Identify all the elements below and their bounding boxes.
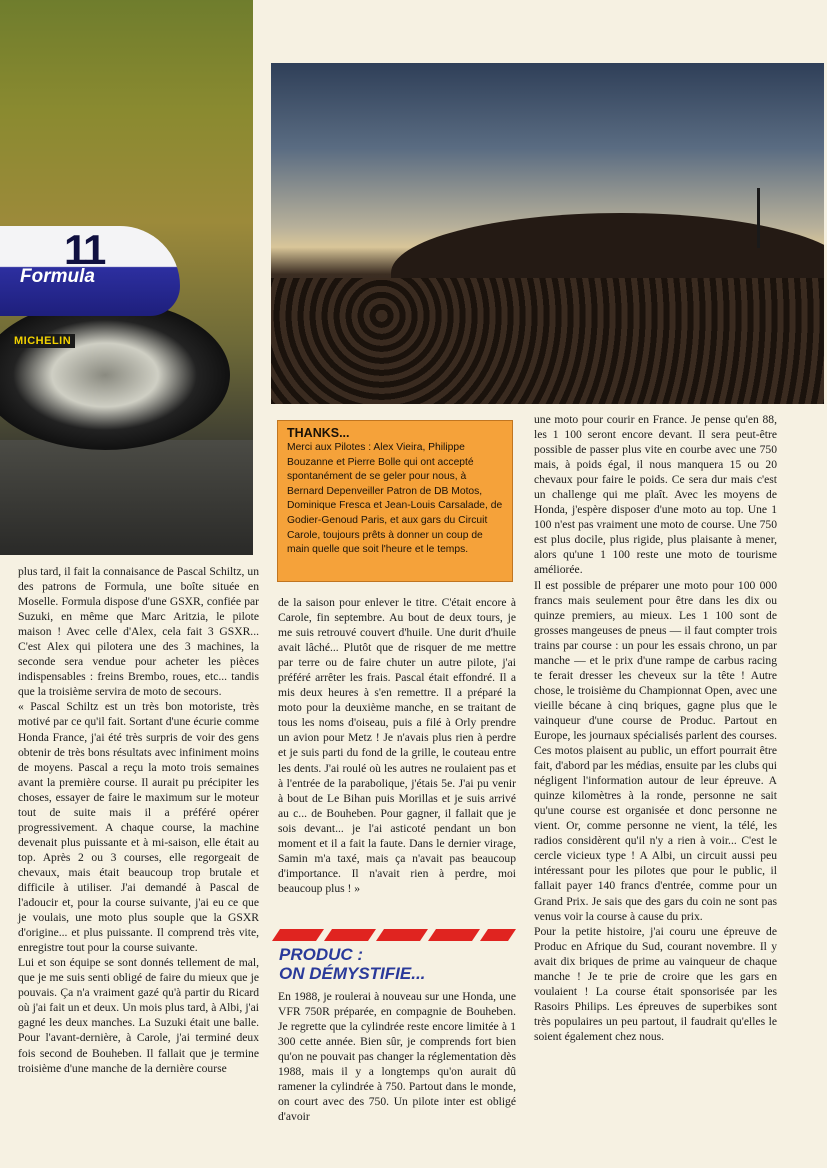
photo-motorcycle <box>0 0 253 555</box>
bike-brand-logo: Formula <box>20 266 95 287</box>
article-column-3 <box>534 412 777 1044</box>
tyre-brand-logo: MICHELIN <box>10 334 75 348</box>
stripe <box>428 929 480 941</box>
stripe <box>376 929 428 941</box>
paragraph: En 1988, je roulerai à nouveau sur une Honda, une VFR 750R préparée, en compagnie de Bouheben. Je regrette que la cylindrée reste encore limitée à 1 300 cette année. Bien sûr, je comprends fort bien qu'on ne pouvait pas changer la réglementation dès 1988, mais il y a longtemps qu'on aurait dû ramener la cylindrée à 750. Partout dans le monde, on court avec des 750. Un pilote inter est obligé d'avoir <box>278 990 516 1124</box>
light-pole <box>757 188 760 248</box>
section-heading-line2: ON DÉMYSTIFIE... <box>279 964 426 983</box>
article-column-1 <box>18 564 259 1076</box>
stripe <box>272 929 324 941</box>
photo-podium-crowd <box>271 63 824 404</box>
paragraph: « Pascal Schiltz est un très bon motoriste, très motivé par ce qu'il fait. Sortant d'une écurie comme Honda France, j'ai été très surpris de voir des gens obtenir de très bons résultats avec infiniment moins de moyens. Pascal a reçu la moto trois semaines avant la première course. Il aurait pu précipiter les choses, essayer de faire le maximum sur le moteur tout de suite mais il a préféré opérer progressivement. A chaque course, la machine devenait plus puissante et à mi-saison, elle était au top. Après 2 ou 3 courses, elle regorgeait de chevaux, mais était beaucoup trop brutale et difficile à utiliser. J'ai demandé à Pascal de l'adoucir et, pour la course suivante, j'ai eu ce que je voulais, une moto plus souple que la GSXR d'origine... et plus puissante. Il comprend très vite, enregistre tout pour la course suivante. <box>18 700 259 955</box>
paragraph: une moto pour courir en France. Je pense qu'en 88, les 1 100 seront encore devant. Il sera peut-être possible de passer plus vite en courbe avec une 750 mais, à poids égal, il nous manquera 15 ou 20 chevaux pour faire le poids. Ce sera dur mais c'est un challenge qui me plaît. Avec les moyens de Honda, j'espère disposer d'une moto au top. Une 1 100 n'est pas vraiment une moto de course. Une 750 est plus docile, plus rigide, plus plaisante à mener, alors qu'une 1 100 reste une moto de tourisme améliorée. <box>534 413 777 577</box>
article-column-2 <box>278 595 516 896</box>
section-heading-line1: PRODUC : <box>279 945 364 964</box>
paragraph: plus tard, il fait la connaisance de Pascal Schiltz, un des patrons de Formula, une boîte située en Moselle. Formula dispose d'une GSXR, confiée par Suzuki, en même que Marc Aritzia, le pilote maison ! Avec celle d'Alex, cela fait 3 GSXR... C'est Alex qui pilotera une des 3 machines, la seconde sera vendue pour acheter les pièces indispensables : freins Brembo, roues, etc... tandis que la troisième servira de moto de secours. <box>18 565 259 699</box>
paragraph: Il est possible de préparer une moto pour 100 000 francs mais seulement pour être dans les dix ou quinze premiers, au mieux. Les 1 100 sont de grosses mangeuses de pneus — il faut compter trois trains par course : un pour les essais chrono, un par manche — et le prix d'une rampe de carbus racing te ferait dresser les cheveux sur la tête ! Autre chose, le troisième du Championnat Open, avec une vieille bécane à cinq briques, gagne plus que le vainqueur d'une course de Produc. Partout en Europe, les journaux spécialisés parlent des courses. Ces motos plaisent au public, un effort pourrait être fait, d'abord par les médias, ensuite par les clubs qui négligent l'information autour de leur épreuve. A quinze kilomètres à la ronde, personne ne sait qu'une course est organisée et donc personne ne vient. Or, comme personne ne vient, la télé, les radios considèrent qu'il n'y a rien à voir... C'est le cercle vicieux type ! A Albi, un circuit aussi peu intéressant pour les pilotes que pour le public, il fallait payer 140 francs d'entrée, comme pour un Grand Prix. Je sais que des gars du coin ne sont pas venus voir la course à cause du prix. <box>534 578 777 923</box>
paragraph: Lui et son équipe se sont donnés tellement de mal, que je me suis senti obligé de faire du mieux que je pouvais. Ça n'a vraiment gazé qu'à partir du Ricard où j'ai fait un et deux. Un mois plus tard, à Albi, j'ai gagné les deux manches. La Suzuki était une balle. Pour l'avant-dernière, à Carole, j'ai terminé deux fois second de Bouheben. Il fallait que je termine troisième d'une manche de la dernière course <box>18 956 259 1075</box>
thanks-text: Merci aux Pilotes : Alex Vieira, Philippe Bouzanne et Pierre Bolle qui ont accepté spontanément de se geler pour nous, à Bernard Depenveiller Patron de DB Motos, Dominique Fresca et Jean-Louis Carsalade, de Godier-Genoud Paris, et aux gars du Circuit Carole, toujours prêts à donner un coup de main quelle que soit l'heure et le temps. <box>287 442 503 556</box>
track-surface <box>0 440 253 555</box>
stripe <box>324 929 376 941</box>
thanks-sidebar <box>277 420 513 582</box>
stripe <box>480 929 516 941</box>
thanks-title: THANKS... <box>287 426 350 440</box>
front-wheel <box>0 300 230 450</box>
article-column-2-lower <box>278 989 516 1124</box>
paragraph: de la saison pour enlever le titre. C'était encore à Carole, fin septembre. Au bout de deux tours, je me suis retrouvé couvert d'huile. Une durit d'huile avait lâché... Plutôt que de risquer de me mettre par terre ou de faire chuter un autre pilote, j'ai préféré arrêter les frais. Pascal était effondré. Il a mis deux heures à s'en remettre. Il a préparé la moto pour la deuxième manche, en se traitant de tous les noms d'oiseau, puis a filé à Orly prendre un avion pour Metz ! Je n'avais plus rien à perdre et je suis parti du fond de la grille, le couteau entre les dents. J'ai roulé où les autres ne roulaient pas et à l'entrée de la parabolique, j'étais 5e. J'ai pu venir à bout de Le Bihan puis Morillas et je suis arrivé au c... de Bouheben. Pour gagner, il fallait que je sois devant... je l'ai asticoté pendant un bon moment et il a fait la faute. Dans le dernier virage, Samin m'a taxé, mais ça n'avait pas beaucoup d'importance. Il n'avait rien à perdre, moi beaucoup plus ! » <box>278 596 516 895</box>
paragraph: Pour la petite histoire, j'ai couru une épreuve de Produc en Afrique du Sud, courant novembre. Il y avait dix briques de prime au vainqueur de chaque manche ! Je te prie de croire que les gars en voulaient ! La course était sponsorisée par les Rasoirs Philips. Les épreuves de superbikes sont très populaires un peu partout, il faudrait qu'elles le soient également chez nous. <box>534 924 777 1043</box>
section-heading <box>279 945 517 983</box>
bike-number: 11 <box>64 226 105 273</box>
section-divider-stripes <box>272 929 516 941</box>
crowd <box>271 278 824 404</box>
